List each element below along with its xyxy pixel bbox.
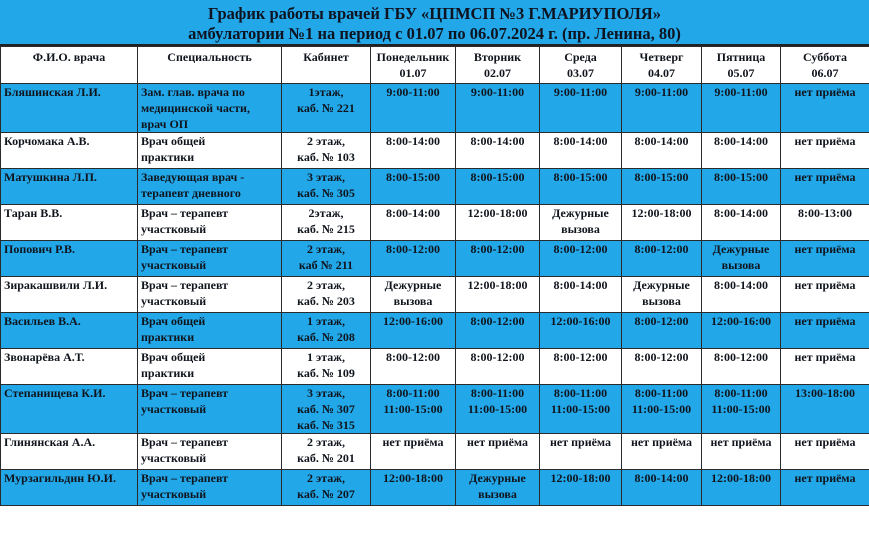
hours-cell-saturday <box>781 169 869 205</box>
hours-cell-tuesday <box>456 349 540 385</box>
hours-line: 8:00-14:00 <box>714 206 768 220</box>
room-line: 2этаж, <box>308 206 344 220</box>
specialty-line: Врач – терапевт <box>141 471 229 485</box>
header-date: 06.07 <box>811 66 839 80</box>
table-row <box>1 84 869 133</box>
doctor-name-cell: Звонарёва А.Т. <box>1 349 138 385</box>
doctor-name-cell: Бляшинская Л.И. <box>1 84 138 133</box>
hours-line: 8:00-15:00 <box>634 170 689 184</box>
hours-line: вызова <box>642 294 681 308</box>
hours-line: 8:00-14:00 <box>386 206 440 220</box>
room-line: каб. № 109 <box>297 366 355 380</box>
room-line: каб. № 203 <box>297 294 355 308</box>
hours-cell-monday <box>371 205 456 241</box>
room-line: каб. № 307 <box>297 402 355 416</box>
hours-line: 8:00-13:00 <box>798 206 852 220</box>
hours-cell-tuesday <box>456 313 540 349</box>
table-row <box>1 349 869 385</box>
hours-cell-saturday <box>781 241 869 277</box>
hours-cell-tuesday <box>456 84 540 133</box>
room-line: 3 этаж, <box>307 170 345 184</box>
hours-line: Дежурные <box>712 242 770 256</box>
hours-line: вызова <box>561 222 600 236</box>
header-saturday <box>781 47 869 84</box>
hours-cell-thursday <box>622 84 702 133</box>
hours-line: 12:00-18:00 <box>467 206 528 220</box>
hours-line: нет приёма <box>794 134 856 148</box>
specialty-cell <box>138 470 282 506</box>
hours-line: 8:00-12:00 <box>714 350 768 364</box>
hours-cell-thursday <box>622 169 702 205</box>
hours-line: нет приёма <box>794 471 856 485</box>
hours-line: вызова <box>721 258 761 272</box>
hours-cell-thursday <box>622 349 702 385</box>
specialty-line: участковый <box>141 258 207 272</box>
table-row <box>1 169 869 205</box>
hours-cell-saturday <box>781 84 869 133</box>
hours-cell-saturday <box>781 434 869 470</box>
header-row <box>1 47 869 84</box>
hours-cell-monday <box>371 241 456 277</box>
room-line: 3 этаж, <box>307 386 345 400</box>
hours-line: 8:00-11:00 <box>553 386 608 400</box>
hours-line: нет приёма <box>794 170 856 184</box>
hours-line: 8:00-12:00 <box>553 242 608 256</box>
hours-line: нет приёма <box>794 435 856 449</box>
hours-line: 9:00-11:00 <box>470 85 525 99</box>
header-tuesday <box>456 47 540 84</box>
specialty-cell <box>138 169 282 205</box>
header-label: Специальность <box>167 50 252 64</box>
specialty-line: терапевт дневного <box>141 186 241 200</box>
hours-line: нет приёма <box>549 435 612 449</box>
hours-cell-monday <box>371 277 456 313</box>
specialty-cell <box>138 277 282 313</box>
schedule-body <box>1 84 869 506</box>
header-date: 05.07 <box>727 66 755 80</box>
hours-line: 12:00-16:00 <box>711 314 771 328</box>
hours-cell-monday <box>371 133 456 169</box>
room-line: каб. № 207 <box>297 487 355 501</box>
hours-cell-saturday <box>781 349 869 385</box>
room-cell <box>282 313 371 349</box>
header-label: Вторник <box>473 50 522 64</box>
hours-line: нет приёма <box>794 278 856 292</box>
hours-line: 8:00-14:00 <box>634 471 689 485</box>
hours-cell-friday <box>702 84 781 133</box>
header-date: 02.07 <box>484 66 511 80</box>
hours-cell-saturday <box>781 385 869 434</box>
hours-cell-monday <box>371 169 456 205</box>
title-line-1: График работы врачей ГБУ «ЦПМСП №3 Г.МАРИУПОЛЯ» <box>208 4 661 23</box>
room-line: 2 этаж, <box>307 471 345 485</box>
doctor-name-cell: Попович Р.В. <box>1 241 138 277</box>
specialty-line: Врач – терапевт <box>141 386 229 400</box>
hours-cell-friday <box>702 385 781 434</box>
room-line: каб. № 201 <box>297 451 355 465</box>
room-cell <box>282 169 371 205</box>
hours-line: нет приёма <box>794 350 856 364</box>
hours-line: нет приёма <box>710 435 772 449</box>
doctor-name-cell: Корчомака А.В. <box>1 133 138 169</box>
room-line: 2 этаж, <box>307 134 345 148</box>
specialty-line: Врач – терапевт <box>141 206 229 220</box>
hours-cell-tuesday <box>456 241 540 277</box>
title-line-2: амбулатории №1 на период с 01.07 по 06.07.2024 г. (пр. Ленина, 80) <box>188 24 681 43</box>
header-label: Понедельник <box>376 50 450 64</box>
table-row <box>1 241 869 277</box>
specialty-line: врач ОП <box>141 117 189 131</box>
hours-cell-saturday <box>781 313 869 349</box>
header-room <box>282 47 371 84</box>
header-date: 04.07 <box>648 66 675 80</box>
header-label: Суббота <box>803 50 847 64</box>
hours-line: 8:00-12:00 <box>634 350 689 364</box>
specialty-line: Заведующая врач - <box>141 170 245 184</box>
room-cell <box>282 277 371 313</box>
room-line: 2 этаж, <box>307 435 345 449</box>
doctor-name-cell: Васильев В.А. <box>1 313 138 349</box>
specialty-line: практики <box>141 330 195 344</box>
specialty-cell <box>138 84 282 133</box>
hours-line: 8:00-12:00 <box>470 350 525 364</box>
hours-cell-friday <box>702 313 781 349</box>
hours-cell-friday <box>702 169 781 205</box>
hours-cell-wednesday <box>540 241 622 277</box>
room-line: каб. № 208 <box>297 330 355 344</box>
hours-line: 9:00-11:00 <box>714 85 768 99</box>
hours-line: Дежурные <box>469 471 526 485</box>
room-cell <box>282 385 371 434</box>
hours-cell-tuesday <box>456 277 540 313</box>
hours-line: 8:00-14:00 <box>714 134 768 148</box>
hours-cell-tuesday <box>456 470 540 506</box>
hours-line: нет приёма <box>794 85 856 99</box>
hours-cell-wednesday <box>540 434 622 470</box>
specialty-line: участковый <box>141 222 207 236</box>
hours-line: 11:00-15:00 <box>383 402 443 416</box>
hours-cell-monday <box>371 434 456 470</box>
hours-cell-wednesday <box>540 349 622 385</box>
hours-line: 8:00-14:00 <box>553 278 608 292</box>
hours-cell-thursday <box>622 385 702 434</box>
hours-line: 8:00-12:00 <box>386 242 440 256</box>
hours-cell-tuesday <box>456 169 540 205</box>
hours-cell-saturday <box>781 470 869 506</box>
room-cell <box>282 434 371 470</box>
hours-line: 8:00-15:00 <box>553 170 608 184</box>
header-monday <box>371 47 456 84</box>
hours-cell-wednesday <box>540 133 622 169</box>
specialty-cell <box>138 133 282 169</box>
specialty-cell <box>138 385 282 434</box>
table-row <box>1 313 869 349</box>
hours-line: 12:00-18:00 <box>711 471 771 485</box>
hours-cell-friday <box>702 434 781 470</box>
hours-line: 8:00-14:00 <box>553 134 608 148</box>
specialty-line: участковый <box>141 487 207 501</box>
hours-cell-thursday <box>622 205 702 241</box>
specialty-line: практики <box>141 150 195 164</box>
doctor-name-cell: Мурзагильдин Ю.И. <box>1 470 138 506</box>
hours-line: 8:00-11:00 <box>386 386 440 400</box>
header-friday <box>702 47 781 84</box>
hours-cell-monday <box>371 313 456 349</box>
hours-cell-friday <box>702 241 781 277</box>
hours-line: 12:00-18:00 <box>631 206 692 220</box>
hours-line: 8:00-12:00 <box>634 242 689 256</box>
hours-cell-tuesday <box>456 133 540 169</box>
hours-line: 8:00-15:00 <box>470 170 525 184</box>
hours-cell-wednesday <box>540 84 622 133</box>
header-thursday <box>622 47 702 84</box>
specialty-line: Врач – терапевт <box>141 242 229 256</box>
hours-line: 12:00-16:00 <box>383 314 443 328</box>
header-date: 03.07 <box>567 66 594 80</box>
hours-line: 8:00-14:00 <box>714 278 768 292</box>
specialty-line: участковый <box>141 451 207 465</box>
hours-line: 9:00-11:00 <box>386 85 440 99</box>
table-row <box>1 434 869 470</box>
hours-line: Дежурные <box>384 278 442 292</box>
hours-line: 8:00-12:00 <box>386 350 440 364</box>
hours-line: 8:00-11:00 <box>634 386 689 400</box>
hours-cell-wednesday <box>540 470 622 506</box>
room-cell <box>282 349 371 385</box>
hours-line: 8:00-12:00 <box>553 350 608 364</box>
hours-cell-friday <box>702 349 781 385</box>
hours-cell-friday <box>702 470 781 506</box>
hours-cell-thursday <box>622 470 702 506</box>
header-label: Ф.И.О. врача <box>32 50 106 64</box>
hours-cell-friday <box>702 205 781 241</box>
hours-cell-friday <box>702 133 781 169</box>
hours-line: Дежурные <box>633 278 690 292</box>
specialty-line: Врач общей <box>141 314 206 328</box>
specialty-line: Врач общей <box>141 350 206 364</box>
table-row <box>1 133 869 169</box>
schedule-title <box>0 0 869 46</box>
header-label: Среда <box>564 50 597 64</box>
table-row <box>1 385 869 434</box>
hours-line: Дежурные <box>552 206 609 220</box>
hours-cell-wednesday <box>540 205 622 241</box>
hours-line: вызова <box>478 487 517 501</box>
specialty-line: Зам. глав. врача по <box>141 85 245 99</box>
header-specialty <box>138 47 282 84</box>
hours-cell-thursday <box>622 277 702 313</box>
hours-line: 13:00-18:00 <box>795 386 855 400</box>
header-date: 01.07 <box>399 66 427 80</box>
hours-cell-tuesday <box>456 434 540 470</box>
hours-cell-saturday <box>781 277 869 313</box>
hours-line: 11:00-15:00 <box>711 402 771 416</box>
hours-line: 8:00-14:00 <box>634 134 689 148</box>
hours-line: нет приёма <box>466 435 529 449</box>
header-wednesday <box>540 47 622 84</box>
hours-line: 8:00-15:00 <box>714 170 768 184</box>
header-label: Кабинет <box>303 50 349 64</box>
hours-line: 8:00-15:00 <box>386 170 440 184</box>
specialty-cell <box>138 241 282 277</box>
doctor-name-cell: Степанищева К.И. <box>1 385 138 434</box>
specialty-cell <box>138 205 282 241</box>
hours-line: 12:00-18:00 <box>550 471 611 485</box>
specialty-line: участковый <box>141 294 207 308</box>
doctor-name-cell: Матушкина Л.П. <box>1 169 138 205</box>
room-line: 1 этаж, <box>307 314 345 328</box>
hours-line: 12:00-18:00 <box>467 278 528 292</box>
schedule-table <box>0 46 869 506</box>
room-line: каб. № 305 <box>297 186 355 200</box>
hours-line: нет приёма <box>630 435 693 449</box>
hours-cell-tuesday <box>456 385 540 434</box>
room-cell <box>282 205 371 241</box>
hours-line: 8:00-12:00 <box>470 242 525 256</box>
hours-line: 11:00-15:00 <box>550 402 611 416</box>
doctor-name-cell: Глинянская А.А. <box>1 434 138 470</box>
hours-cell-wednesday <box>540 277 622 313</box>
hours-line: 8:00-14:00 <box>386 134 440 148</box>
hours-cell-wednesday <box>540 385 622 434</box>
hours-cell-monday <box>371 84 456 133</box>
room-line: каб № 211 <box>298 258 354 272</box>
room-cell <box>282 470 371 506</box>
room-cell <box>282 84 371 133</box>
header-label: Пятница <box>716 50 766 64</box>
hours-line: 12:00-16:00 <box>550 314 611 328</box>
specialty-cell <box>138 349 282 385</box>
room-line: каб. № 103 <box>297 150 355 164</box>
specialty-line: участковый <box>141 402 207 416</box>
hours-line: 11:00-15:00 <box>467 402 528 416</box>
doctor-name-cell: Зиракашвили Л.И. <box>1 277 138 313</box>
hours-line: нет приёма <box>794 314 856 328</box>
hours-cell-monday <box>371 385 456 434</box>
room-cell <box>282 241 371 277</box>
table-row <box>1 205 869 241</box>
hours-line: 9:00-11:00 <box>553 85 608 99</box>
room-line: 2 этаж, <box>307 278 345 292</box>
table-row <box>1 470 869 506</box>
hours-cell-thursday <box>622 313 702 349</box>
doctor-name-cell: Таран В.В. <box>1 205 138 241</box>
hours-cell-saturday <box>781 133 869 169</box>
specialty-line: Врач – терапевт <box>141 435 229 449</box>
hours-line: 8:00-11:00 <box>470 386 525 400</box>
table-row <box>1 277 869 313</box>
room-line: каб. № 215 <box>297 222 355 236</box>
hours-line: нет приёма <box>794 242 856 256</box>
hours-cell-monday <box>371 349 456 385</box>
specialty-line: практики <box>141 366 195 380</box>
hours-line: 8:00-12:00 <box>470 314 525 328</box>
room-line: каб. № 221 <box>297 101 355 115</box>
room-line: 2 этаж, <box>307 242 345 256</box>
specialty-line: Врач общей <box>141 134 206 148</box>
hours-cell-wednesday <box>540 313 622 349</box>
room-cell <box>282 133 371 169</box>
hours-cell-wednesday <box>540 169 622 205</box>
hours-line: 8:00-14:00 <box>470 134 525 148</box>
header-name <box>1 47 138 84</box>
hours-cell-thursday <box>622 241 702 277</box>
hours-cell-monday <box>371 470 456 506</box>
hours-line: 8:00-12:00 <box>634 314 689 328</box>
room-line: 1 этаж, <box>307 350 345 364</box>
hours-cell-thursday <box>622 133 702 169</box>
hours-line: 8:00-11:00 <box>714 386 768 400</box>
hours-line: вызова <box>393 294 433 308</box>
room-line: каб. № 315 <box>297 418 355 432</box>
hours-cell-tuesday <box>456 205 540 241</box>
header-label: Четверг <box>639 50 684 64</box>
hours-line: 11:00-15:00 <box>631 402 692 416</box>
hours-line: нет приёма <box>382 435 444 449</box>
specialty-cell <box>138 434 282 470</box>
specialty-cell <box>138 313 282 349</box>
specialty-line: медицинской части, <box>141 101 250 115</box>
hours-cell-thursday <box>622 434 702 470</box>
hours-cell-friday <box>702 277 781 313</box>
hours-line: 12:00-18:00 <box>383 471 443 485</box>
hours-line: 9:00-11:00 <box>634 85 689 99</box>
room-line: 1этаж, <box>308 85 344 99</box>
specialty-line: Врач – терапевт <box>141 278 229 292</box>
hours-cell-saturday <box>781 205 869 241</box>
